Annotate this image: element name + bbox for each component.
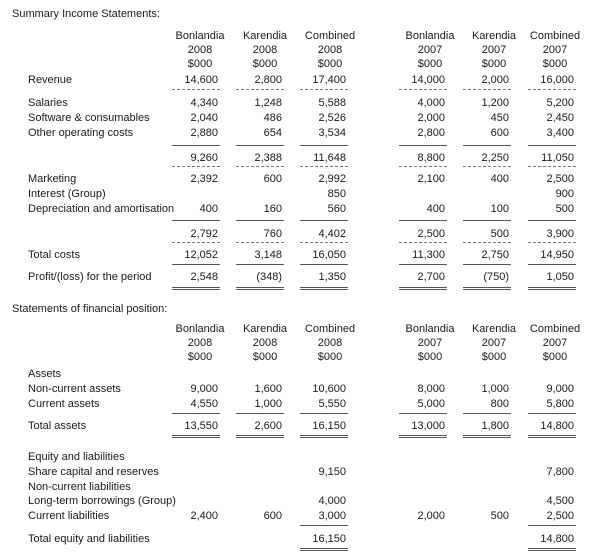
table-cell: 9,260: [190, 152, 218, 164]
table-cell: 500: [490, 228, 509, 240]
column-header-unit: $000: [481, 351, 507, 363]
column-header-unit: $000: [317, 351, 343, 363]
column-rule: [399, 89, 447, 90]
table-cell: 560: [327, 203, 346, 215]
column-header-year: 2007: [481, 44, 507, 56]
column-header-entity: Combined: [529, 30, 581, 42]
table-cell: 500: [555, 203, 574, 215]
row-label: Salaries: [28, 97, 68, 109]
column-rule: [236, 264, 284, 265]
table-cell: 2,880: [190, 127, 218, 139]
column-rule: [236, 289, 284, 290]
column-rule: [399, 287, 447, 288]
table-cell: 2,392: [190, 173, 218, 185]
column-header-year: 2008: [187, 44, 213, 56]
table-cell: 900: [555, 188, 574, 200]
table-cell: 2,992: [318, 173, 346, 185]
table-cell: 800: [490, 398, 509, 410]
table-cell: 4,340: [190, 97, 218, 109]
column-header-entity: Bonlandia: [405, 30, 455, 42]
table-cell: 2,700: [417, 271, 445, 283]
column-rule: [463, 166, 511, 167]
column-rule: [399, 166, 447, 167]
column-header-unit: $000: [417, 58, 443, 70]
table-cell: 11,300: [412, 249, 445, 261]
column-rule: [528, 145, 576, 146]
column-rule: [463, 242, 511, 243]
table-cell: 2,400: [190, 510, 218, 522]
table-cell: 2,000: [417, 112, 445, 124]
table-cell: 1,000: [254, 398, 282, 410]
table-cell: 2,800: [417, 127, 445, 139]
column-rule: [399, 145, 447, 146]
column-rule: [172, 220, 220, 221]
column-rule: [528, 548, 576, 549]
column-rule: [300, 437, 348, 438]
column-header-entity: Bonlandia: [175, 30, 225, 42]
table-cell: 3,400: [546, 127, 574, 139]
column-rule: [236, 437, 284, 438]
column-rule: [236, 89, 284, 90]
column-header-entity: Combined: [529, 323, 581, 335]
column-rule: [300, 89, 348, 90]
column-rule: [172, 287, 220, 288]
column-rule: [463, 437, 511, 438]
column-header-entity: Karendia: [242, 30, 288, 42]
table-cell: 12,052: [184, 249, 218, 261]
column-header-year: 2008: [252, 337, 278, 349]
table-cell: 2,250: [481, 152, 509, 164]
row-label: Interest (Group): [28, 188, 106, 200]
table-cell: 400: [199, 203, 218, 215]
column-rule: [399, 437, 447, 438]
table-cell: 4,000: [318, 495, 346, 507]
column-rule: [528, 550, 576, 551]
table-cell: (348): [256, 271, 282, 283]
column-rule: [399, 264, 447, 265]
column-header-year: 2007: [417, 337, 443, 349]
column-rule: [300, 264, 348, 265]
table-cell: 14,800: [540, 420, 574, 432]
column-rule: [172, 437, 220, 438]
table-cell: 14,600: [184, 74, 218, 86]
column-rule: [236, 242, 284, 243]
table-cell: 2,100: [417, 173, 445, 185]
table-cell: 7,800: [546, 466, 574, 478]
table-cell: 1,248: [254, 97, 282, 109]
column-rule: [399, 242, 447, 243]
table-cell: 8,800: [417, 152, 445, 164]
table-cell: 2,600: [254, 420, 282, 432]
column-rule: [300, 435, 348, 436]
table-cell: 5,000: [417, 398, 445, 410]
column-rule: [300, 166, 348, 167]
column-header-year: 2008: [187, 337, 213, 349]
table-cell: 16,050: [312, 249, 346, 261]
row-label: Share capital and reserves: [28, 466, 159, 478]
table-cell: 4,500: [546, 495, 574, 507]
column-header-year: 2007: [417, 44, 443, 56]
table-cell: 17,400: [312, 74, 346, 86]
table-cell: 100: [490, 203, 509, 215]
table-cell: 1,000: [481, 383, 509, 395]
column-rule: [172, 89, 220, 90]
column-header-entity: Karendia: [471, 30, 517, 42]
row-label: Long-term borrowings (Group): [28, 495, 176, 507]
table-cell: 11,648: [313, 152, 346, 164]
column-rule: [300, 145, 348, 146]
column-rule: [172, 435, 220, 436]
row-label: Revenue: [28, 74, 73, 86]
table-cell: 1,800: [481, 420, 509, 432]
column-rule: [463, 220, 511, 221]
column-rule: [172, 145, 220, 146]
table-cell: 5,550: [318, 398, 346, 410]
column-rule: [236, 220, 284, 221]
column-rule: [528, 89, 576, 90]
column-header-year: 2008: [317, 337, 343, 349]
table-cell: 9,000: [546, 383, 574, 395]
table-cell: 450: [490, 112, 509, 124]
column-rule: [236, 413, 284, 414]
row-label: Total costs: [28, 249, 80, 261]
column-header-year: 2007: [542, 337, 568, 349]
table-cell: 654: [263, 127, 282, 139]
table-cell: 13,000: [411, 420, 445, 432]
column-rule: [463, 145, 511, 146]
column-rule: [236, 435, 284, 436]
column-header-year: 2008: [252, 44, 278, 56]
table-cell: 600: [490, 127, 509, 139]
column-rule: [528, 437, 576, 438]
table-cell: 2,000: [417, 510, 445, 522]
column-rule: [463, 413, 511, 414]
column-header-year: 2007: [542, 44, 568, 56]
column-header-entity: Karendia: [242, 323, 288, 335]
table-cell: 3,900: [546, 228, 574, 240]
column-rule: [399, 435, 447, 436]
column-rule: [463, 89, 511, 90]
column-header-unit: $000: [417, 351, 443, 363]
table-cell: 500: [490, 510, 509, 522]
column-rule: [236, 166, 284, 167]
column-header-entity: Bonlandia: [405, 323, 455, 335]
column-header-entity: Karendia: [471, 323, 517, 335]
table-cell: 600: [263, 510, 282, 522]
row-label: Total equity and liabilities: [28, 533, 150, 545]
column-rule: [300, 289, 348, 290]
column-header-unit: $000: [542, 351, 568, 363]
column-rule: [528, 435, 576, 436]
column-header-unit: $000: [187, 351, 213, 363]
table-cell: 2,000: [481, 74, 509, 86]
table-cell: 10,600: [312, 383, 346, 395]
table-cell: 16,150: [312, 420, 346, 432]
table-cell: 160: [263, 203, 282, 215]
column-header-year: 2008: [317, 44, 343, 56]
table-cell: 2,450: [546, 112, 574, 124]
column-rule: [399, 289, 447, 290]
table-cell: 2,040: [190, 112, 218, 124]
row-label: Equity and liabilities: [28, 451, 125, 463]
column-rule: [300, 550, 348, 551]
column-rule: [528, 289, 576, 290]
table-cell: 14,800: [540, 533, 574, 545]
table-cell: 4,000: [417, 97, 445, 109]
column-rule: [300, 242, 348, 243]
column-rule: [300, 525, 348, 526]
income-title: Summary Income Statements:: [12, 8, 160, 20]
table-cell: 2,750: [481, 249, 509, 261]
table-cell: 16,000: [540, 74, 574, 86]
table-cell: 9,150: [318, 466, 346, 478]
column-rule: [172, 264, 220, 265]
table-cell: 4,550: [190, 398, 218, 410]
table-cell: 2,800: [254, 74, 282, 86]
table-cell: 2,500: [546, 173, 574, 185]
column-rule: [528, 413, 576, 414]
column-rule: [463, 289, 511, 290]
row-label: Marketing: [28, 173, 77, 185]
table-cell: 2,500: [417, 228, 445, 240]
column-header-unit: $000: [252, 351, 278, 363]
table-cell: 2,526: [318, 112, 346, 124]
column-rule: [463, 435, 511, 436]
table-cell: 3,534: [318, 127, 346, 139]
row-label: Non-current assets: [28, 383, 121, 395]
column-header-entity: Bonlandia: [175, 323, 225, 335]
table-cell: 2,388: [254, 152, 282, 164]
table-cell: 5,800: [546, 398, 574, 410]
column-header-entity: Combined: [304, 30, 356, 42]
table-cell: 9,000: [190, 383, 218, 395]
table-cell: 3,148: [254, 249, 282, 261]
column-rule: [236, 145, 284, 146]
column-rule: [528, 287, 576, 288]
column-header-year: 2007: [481, 337, 507, 349]
row-label: Other operating costs: [28, 127, 134, 139]
table-cell: 5,200: [546, 97, 574, 109]
table-cell: 1,350: [318, 271, 346, 283]
column-rule: [172, 166, 220, 167]
column-rule: [528, 166, 576, 167]
column-rule: [172, 242, 220, 243]
table-cell: 1,200: [481, 97, 509, 109]
position-title: Statements of financial position:: [12, 303, 168, 315]
assets-heading: Assets: [28, 368, 62, 380]
table-cell: 2,792: [190, 228, 218, 240]
column-rule: [463, 264, 511, 265]
column-rule: [463, 287, 511, 288]
column-rule: [528, 264, 576, 265]
table-cell: 486: [263, 112, 282, 124]
column-rule: [300, 287, 348, 288]
row-label: Software & consumables: [28, 112, 150, 124]
table-cell: 400: [426, 203, 445, 215]
table-cell: 600: [263, 173, 282, 185]
table-cell: 3,000: [318, 510, 346, 522]
column-rule: [300, 548, 348, 549]
column-rule: [528, 242, 576, 243]
row-label: Profit/(loss) for the period: [28, 271, 152, 283]
table-cell: 2,500: [546, 510, 574, 522]
row-label: Current assets: [28, 398, 100, 410]
column-rule: [172, 413, 220, 414]
table-cell: 8,000: [417, 383, 445, 395]
column-header-unit: $000: [317, 58, 343, 70]
table-cell: 1,600: [254, 383, 282, 395]
table-cell: 1,050: [546, 271, 574, 283]
column-header-entity: Combined: [304, 323, 356, 335]
table-cell: 13,550: [184, 420, 218, 432]
column-rule: [300, 413, 348, 414]
column-rule: [399, 220, 447, 221]
table-cell: 14,950: [540, 249, 574, 261]
column-rule: [399, 413, 447, 414]
column-rule: [172, 289, 220, 290]
table-cell: 760: [263, 228, 282, 240]
column-rule: [528, 525, 576, 526]
table-cell: 2,548: [190, 271, 218, 283]
table-cell: 14,000: [411, 74, 445, 86]
row-label: Non-current liabilities: [28, 481, 131, 493]
column-rule: [528, 220, 576, 221]
table-cell: 16,150: [312, 533, 346, 545]
table-cell: 400: [490, 173, 509, 185]
column-rule: [300, 220, 348, 221]
column-header-unit: $000: [542, 58, 568, 70]
column-header-unit: $000: [187, 58, 213, 70]
table-cell: 850: [327, 188, 346, 200]
row-label: Current liabilities: [28, 510, 110, 522]
row-label: Depreciation and amortisation: [28, 203, 175, 215]
column-rule: [236, 287, 284, 288]
column-header-unit: $000: [252, 58, 278, 70]
table-cell: 4,402: [318, 228, 346, 240]
table-cell: (750): [483, 271, 509, 283]
row-label: Total assets: [28, 420, 87, 432]
table-cell: 5,588: [318, 97, 346, 109]
column-header-unit: $000: [481, 58, 507, 70]
table-cell: 11,050: [541, 152, 574, 164]
